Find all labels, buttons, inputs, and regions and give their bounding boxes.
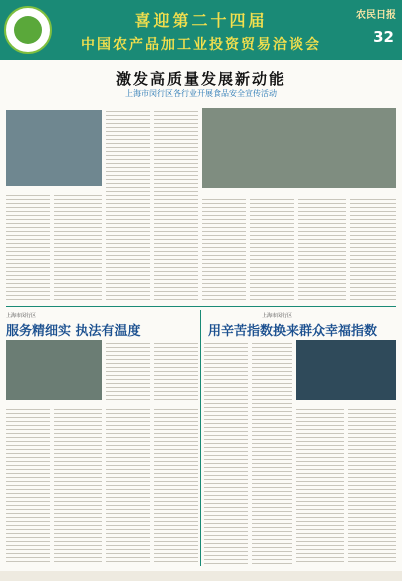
banner-title-line2: 中国农产品加工业投资贸易洽谈会: [81, 37, 321, 53]
right-section-headline: 用辛苦指数换来群众幸福指数: [208, 324, 378, 339]
text-column: [204, 340, 248, 564]
text-column: [6, 406, 50, 564]
left-section-headline: 服务精细实 执法有温度: [6, 324, 141, 339]
left-section-kicker: 上海市闵行区: [6, 313, 37, 319]
main-headline: 激发高质量发展新动能: [115, 70, 286, 88]
main-subhead: 上海市闵行区各行业开展食品安全宣传活动: [125, 89, 277, 98]
text-column: [154, 340, 198, 400]
article-photo: [296, 340, 396, 400]
article-photo: [6, 340, 102, 400]
page-number: 32: [373, 28, 394, 46]
text-column: [202, 196, 246, 300]
column-divider: [200, 310, 201, 566]
right-section-kicker: 上海市闵行区: [262, 313, 293, 319]
text-column: [348, 406, 396, 564]
text-column: [54, 406, 102, 564]
text-column: [106, 340, 150, 400]
text-column: [106, 108, 150, 300]
text-column: [154, 108, 198, 300]
page-banner: [0, 0, 402, 60]
page-footer: [0, 571, 402, 581]
text-column: [154, 406, 198, 564]
masthead: 农民日报: [356, 10, 396, 21]
section-divider: [6, 306, 396, 307]
text-column: [106, 406, 150, 564]
text-column: [54, 192, 102, 300]
article-photo: [6, 110, 102, 186]
text-column: [296, 406, 344, 564]
text-column: [298, 196, 346, 300]
text-column: [252, 340, 292, 564]
text-column: [350, 196, 396, 300]
text-column: [250, 196, 294, 300]
text-column: [6, 192, 50, 300]
article-photo: [202, 108, 396, 188]
banner-title-line1: 喜迎第二十四届: [134, 11, 268, 30]
